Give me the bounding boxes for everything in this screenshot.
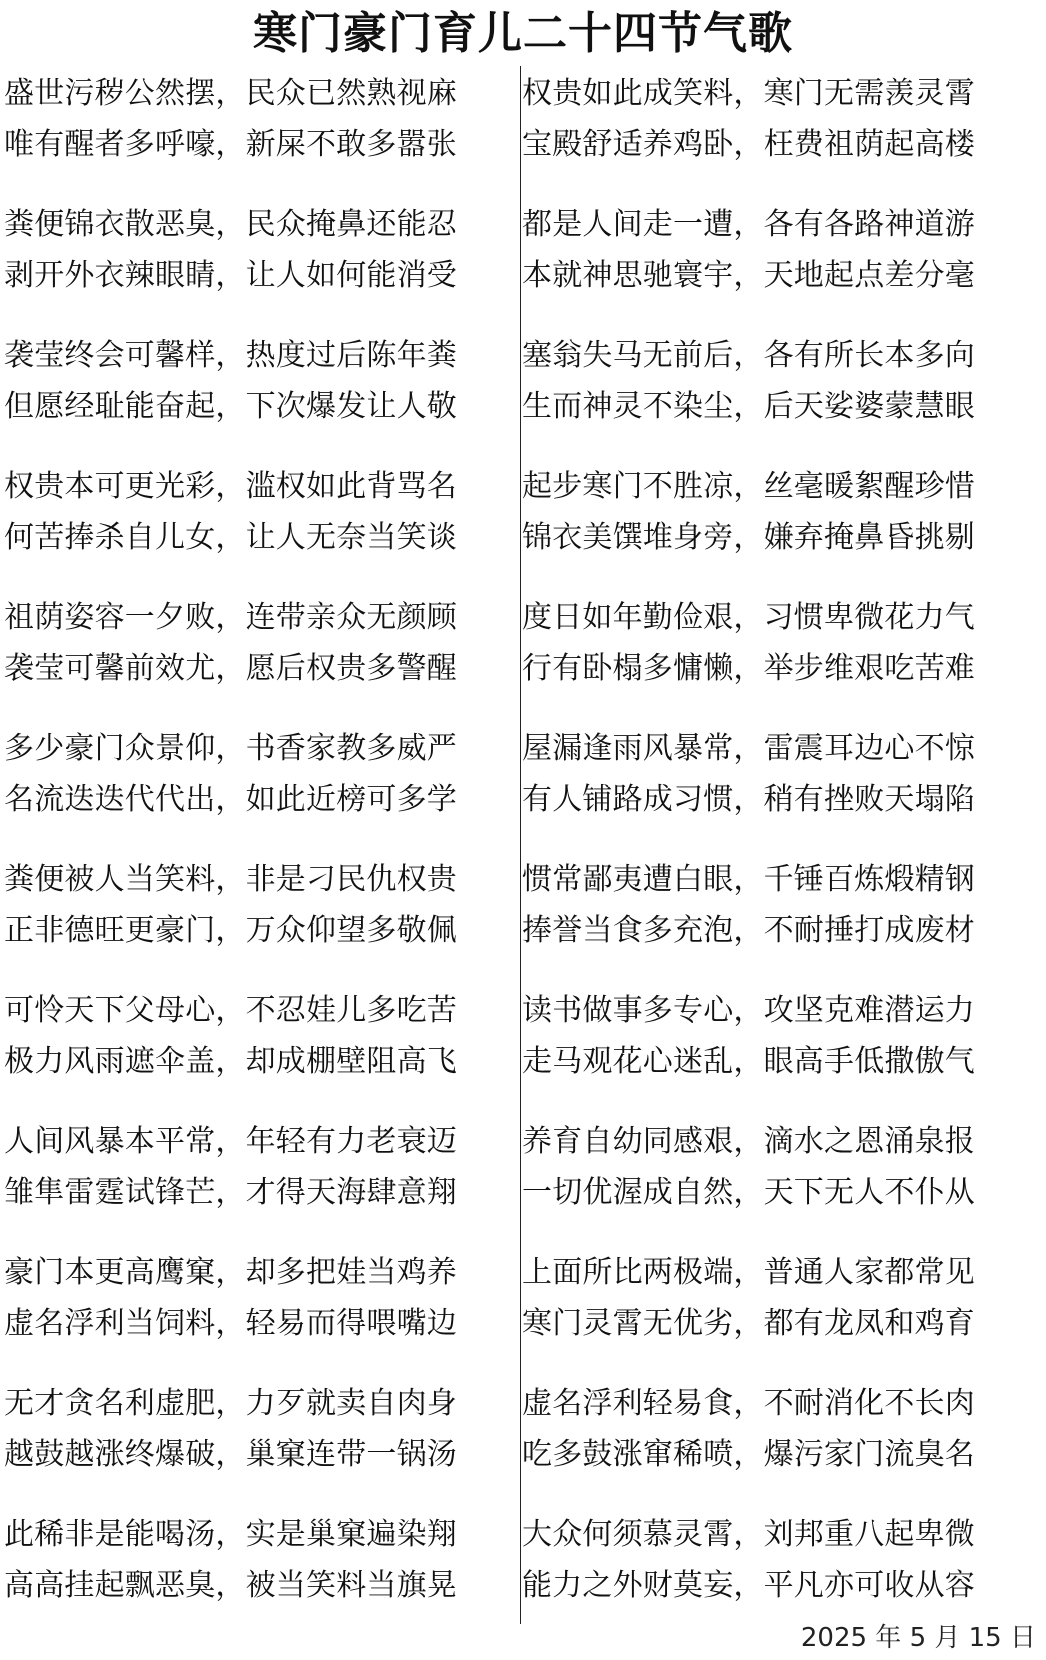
poem-line: 豪门本更高鹰窠，却多把娃当鸡养: [4, 1255, 457, 1290]
poem-line: 行有卧榻多慵懒，举步维艰吃苦难: [522, 651, 975, 686]
poem-line: 盛世污秽公然摆，民众已然熟视麻: [4, 76, 457, 111]
stanza: [522, 1116, 1042, 1247]
poem-line: 寒门灵霄无优劣，都有龙凤和鸡育: [522, 1306, 975, 1341]
stanza: [522, 985, 1042, 1116]
stanza: [522, 592, 1042, 723]
page-title: 寒门豪门育儿二十四节气歌: [253, 8, 793, 59]
stanza: [4, 1509, 524, 1640]
poem-line: 虚名浮利轻易食，不耐消化不长肉: [522, 1386, 975, 1421]
poem-line: 极力风雨遮伞盖，却成棚壁阻高飞: [4, 1044, 457, 1079]
poem-line: 袭莹可馨前效尤，愿后权贵多警醒: [4, 651, 457, 686]
poem-line: 本就神思驰寰宇，天地起点差分毫: [522, 258, 975, 293]
stanza: [4, 330, 524, 461]
poem-line: 多少豪门众景仰，书香家教多威严: [4, 731, 457, 766]
poem-line: 正非德旺更豪门，万众仰望多敬佩: [4, 913, 457, 948]
stanza: [522, 68, 1042, 199]
poem-line: 雏隼雷霆试锋芒，才得天海肆意翔: [4, 1175, 457, 1210]
poem-line: 读书做事多专心，攻坚克难潜运力: [522, 993, 975, 1028]
poem-line: 度日如年勤俭艰，习惯卑微花力气: [522, 600, 975, 635]
poem-line: 起步寒门不胜凉，丝毫暖絮醒珍惜: [522, 469, 975, 504]
poem-line: 人间风暴本平常，年轻有力老衰迈: [4, 1124, 457, 1159]
poem-line: 一切优渥成自然，天下无人不仆从: [522, 1175, 975, 1210]
poem-line: 养育自幼同感艰，滴水之恩涌泉报: [522, 1124, 975, 1159]
poem-line: 上面所比两极端，普通人家都常见: [522, 1255, 975, 1290]
stanza: [4, 985, 524, 1116]
stanza: [522, 1378, 1042, 1509]
stanza: [4, 592, 524, 723]
poem-line: 唯有醒者多呼嚎，新屎不敢多嚣张: [4, 127, 457, 162]
poem-line: 锦衣美馔堆身旁，嫌弃掩鼻昏挑剔: [522, 520, 975, 555]
stanza: [4, 461, 524, 592]
poem-line: 但愿经耻能奋起，下次爆发让人敬: [4, 389, 457, 424]
poem-line: 吃多鼓涨窜稀喷，爆污家门流臭名: [522, 1437, 975, 1472]
poem-line: 惯常鄙夷遭白眼，千锤百炼煅精钢: [522, 862, 975, 897]
poem-line: 祖荫姿容一夕败，连带亲众无颜顾: [4, 600, 457, 635]
stanza: [4, 68, 524, 199]
stanza: [522, 330, 1042, 461]
poem-line: 粪便被人当笑料，非是刁民仇权贵: [4, 862, 457, 897]
poem-line: 高高挂起飘恶臭，被当笑料当旗晃: [4, 1568, 457, 1603]
stanza: [4, 1247, 524, 1378]
poem-line: 生而神灵不染尘，后天娑婆蒙慧眼: [522, 389, 975, 424]
poem-line: 宝殿舒适养鸡卧，枉费祖荫起高楼: [522, 127, 975, 162]
stanza: [4, 1378, 524, 1509]
poem-line: 何苦捧杀自儿女，让人无奈当笑谈: [4, 520, 457, 555]
poem-line: 袭莹终会可馨样，热度过后陈年粪: [4, 338, 457, 373]
left-column: [4, 68, 524, 1640]
stanza: [4, 1116, 524, 1247]
poem-line: 无才贪名利虚肥，力歹就卖自肉身: [4, 1386, 457, 1421]
stanza: [522, 461, 1042, 592]
poem-line: 权贵本可更光彩，滥权如此背骂名: [4, 469, 457, 504]
stanza: [522, 723, 1042, 854]
stanza: [4, 854, 524, 985]
poem-line: 名流迭迭代代出，如此近榜可多学: [4, 782, 457, 817]
poem-line: 粪便锦衣散恶臭，民众掩鼻还能忍: [4, 207, 457, 242]
poem-line: 此稀非是能喝汤，实是巢窠遍染翔: [4, 1517, 457, 1552]
date-stamp: 2025 年 5 月 15 日: [800, 1623, 1036, 1653]
poem-line: 越鼓越涨终爆破，巢窠连带一锅汤: [4, 1437, 457, 1472]
poem-line: 有人铺路成习惯，稍有挫败天塌陷: [522, 782, 975, 817]
poem-line: 走马观花心迷乱，眼高手低撒傲气: [522, 1044, 975, 1079]
stanza: [4, 723, 524, 854]
stanza: [522, 854, 1042, 985]
poem-line: 塞翁失马无前后，各有所长本多向: [522, 338, 975, 373]
stanza: [522, 1247, 1042, 1378]
poem-line: 可怜天下父母心，不忍娃儿多吃苦: [4, 993, 457, 1028]
poem-line: 能力之外财莫妄，平凡亦可收从容: [522, 1568, 975, 1603]
poem-line: 大众何须慕灵霄，刘邦重八起卑微: [522, 1517, 975, 1552]
poem-line: 都是人间走一遭，各有各路神道游: [522, 207, 975, 242]
stanza: [522, 199, 1042, 330]
poem-line: 虚名浮利当饲料，轻易而得喂嘴边: [4, 1306, 457, 1341]
stanza: [4, 199, 524, 330]
poem-line: 捧誉当食多充泡，不耐捶打成废材: [522, 913, 975, 948]
right-column: [522, 68, 1042, 1640]
poem-line: 权贵如此成笑料，寒门无需羡灵霄: [522, 76, 975, 111]
poem-line: 屋漏逢雨风暴常，雷震耳边心不惊: [522, 731, 975, 766]
poem-line: 剥开外衣辣眼睛，让人如何能消受: [4, 258, 457, 293]
